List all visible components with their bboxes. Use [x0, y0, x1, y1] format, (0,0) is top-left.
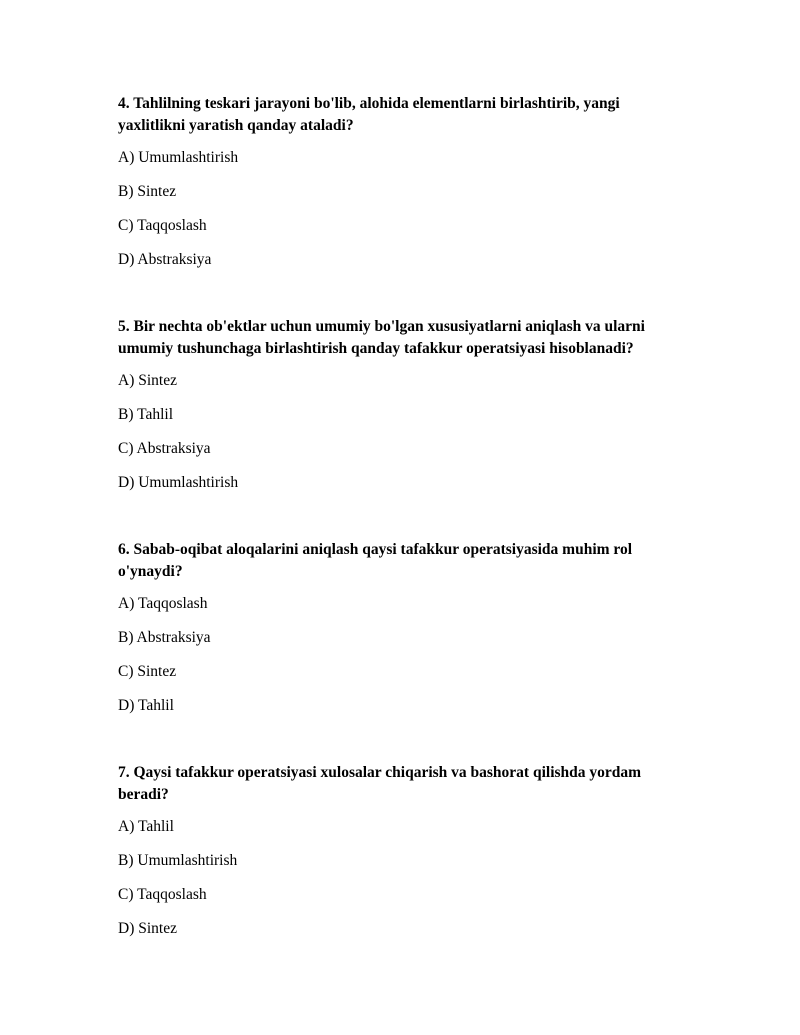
question-text: 6. Sabab-oqibat aloqalarini aniqlash qaysi tafakkur operatsiyasida muhim rol o'ynaydi? — [118, 541, 633, 580]
question-4 — [118, 93, 678, 268]
option-d: D) Sintez — [118, 920, 177, 937]
option-a: A) Taqqoslash — [118, 595, 208, 612]
question-text: 7. Qaysi tafakkur operatsiyasi xulosalar chiqarish va bashorat qilishda yordam beradi? — [118, 764, 642, 803]
question-text: 4. Tahlilning teskari jarayoni bo'lib, alohida elementlarni birlashtirib, yangi yaxlitlikni yaratish qanday ataladi? — [118, 95, 620, 134]
option-b: B) Abstraksiya — [118, 629, 211, 646]
option-c: C) Abstraksiya — [118, 440, 211, 457]
option-b: B) Sintez — [118, 183, 177, 200]
option-d: D) Abstraksiya — [118, 251, 212, 268]
option-c: C) Taqqoslash — [118, 217, 207, 234]
option-c: C) Taqqoslash — [118, 886, 207, 903]
question-7 — [118, 762, 678, 937]
option-a: A) Umumlashtirish — [118, 149, 239, 166]
question-text: 5. Bir nechta ob'ektlar uchun umumiy bo'lgan xususiyatlarni aniqlash va ularni umumiy tushunchaga birlashtirish qanday tafakkur operatsiyasi hisoblanadi? — [118, 318, 645, 357]
option-a: A) Tahlil — [118, 818, 174, 835]
option-c: C) Sintez — [118, 663, 177, 680]
question-5 — [118, 316, 678, 491]
option-b: B) Umumlashtirish — [118, 852, 238, 869]
option-a: A) Sintez — [118, 372, 177, 389]
question-6 — [118, 539, 678, 714]
option-d: D) Umumlashtirish — [118, 474, 239, 491]
option-d: D) Tahlil — [118, 697, 174, 714]
option-b: B) Tahlil — [118, 406, 174, 423]
